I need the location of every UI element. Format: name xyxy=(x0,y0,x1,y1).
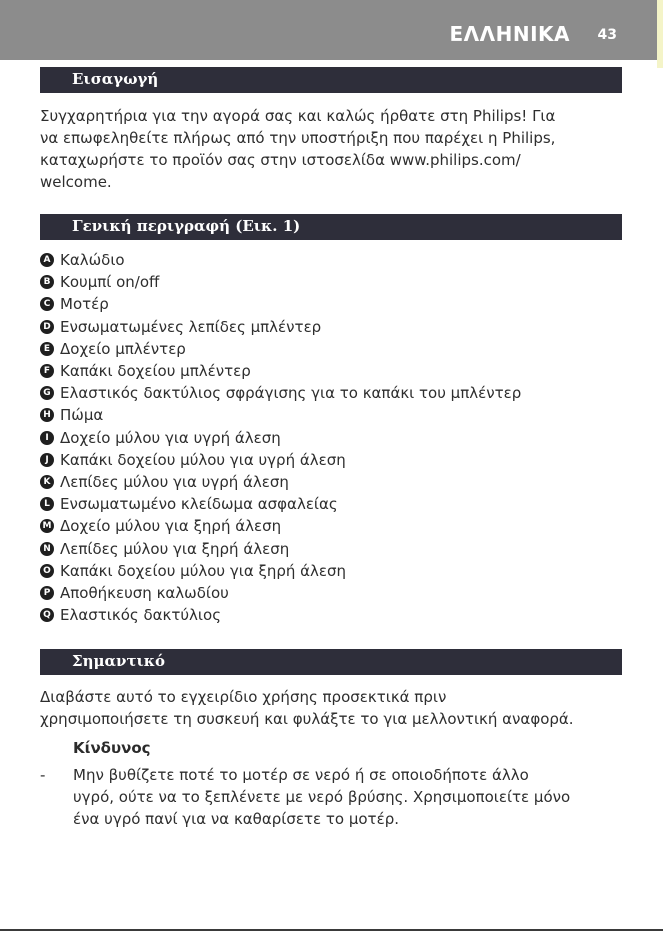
letter-badge: J xyxy=(40,453,54,467)
list-item xyxy=(40,271,521,293)
list-item xyxy=(40,604,521,626)
part-name: Πώμα xyxy=(60,406,104,425)
part-name: Δοχείο μύλου για ξηρή άλεση xyxy=(60,517,282,536)
page-number: 43 xyxy=(597,27,617,43)
part-name: Μοτέρ xyxy=(60,295,109,314)
part-name: Ελαστικός δακτύλιος xyxy=(60,606,221,625)
part-name: Αποθήκευση καλωδίου xyxy=(60,583,229,602)
letter-badge: H xyxy=(40,408,54,422)
list-item xyxy=(40,449,521,471)
list-item xyxy=(40,427,521,449)
letter-badge: E xyxy=(40,342,54,356)
letter-badge: F xyxy=(40,364,54,378)
letter-badge: P xyxy=(40,586,54,600)
list-item xyxy=(40,360,521,382)
page-header xyxy=(0,0,657,60)
letter-badge: L xyxy=(40,497,54,511)
parts-list xyxy=(40,249,521,626)
text-line: χρησιμοποιήσετε τη συσκευή και φυλάξτε το για μελλοντική αναφορά. xyxy=(40,710,574,728)
part-name: Δοχείο μύλου για υγρή άλεση xyxy=(60,428,281,447)
part-name: Λεπίδες μύλου για υγρή άλεση xyxy=(60,472,289,491)
intro-paragraph xyxy=(40,105,640,193)
important-paragraph xyxy=(40,686,660,730)
part-name: Ενσωματωμένο κλείδωμα ασφαλείας xyxy=(60,495,338,514)
part-name: Καπάκι δοχείου μύλου για ξηρή άλεση xyxy=(60,561,347,580)
section-title-general: Γενική περιγραφή (Εικ. 1) xyxy=(72,217,301,235)
part-name: Καπάκι δοχείου μύλου για υγρή άλεση xyxy=(60,450,346,469)
list-item xyxy=(40,249,521,271)
letter-badge: M xyxy=(40,519,54,533)
text-line: Διαβάστε αυτό το εγχειρίδιο χρήσης προσεκτικά πριν xyxy=(40,688,447,706)
part-name: Καπάκι δοχείου μπλέντερ xyxy=(60,362,251,381)
text-line: ένα υγρό πανί για να καθαρίσετε το μοτέρ. xyxy=(73,810,399,828)
list-item xyxy=(40,338,521,360)
list-item xyxy=(40,404,521,426)
text-line: welcome. xyxy=(40,173,112,191)
list-item xyxy=(40,382,521,404)
section-heading-general xyxy=(40,214,622,240)
letter-badge: G xyxy=(40,386,54,400)
part-name: Ενσωματωμένες λεπίδες μπλέντερ xyxy=(60,317,322,336)
text-line: Μην βυθίζετε ποτέ το μοτέρ σε νερό ή σε οποιοδήποτε άλλο xyxy=(73,766,529,784)
bottom-rule xyxy=(0,929,663,931)
letter-badge: N xyxy=(40,542,54,556)
list-item xyxy=(40,316,521,338)
letter-badge: O xyxy=(40,564,54,578)
letter-badge: D xyxy=(40,320,54,334)
section-title-intro: Εισαγωγή xyxy=(72,70,159,88)
letter-badge: B xyxy=(40,275,54,289)
part-name: Ελαστικός δακτύλιος σφράγισης για το καπάκι του μπλέντερ xyxy=(60,384,522,403)
text-line: να επωφεληθείτε πλήρως από την υποστήριξη που παρέχει η Philips, xyxy=(40,129,556,147)
list-item xyxy=(40,537,521,559)
text-line: Συγχαρητήρια για την αγορά σας και καλώς ήρθατε στη Philips! Για xyxy=(40,107,556,125)
letter-badge: I xyxy=(40,431,54,445)
section-heading-intro xyxy=(40,67,622,93)
letter-badge: C xyxy=(40,297,54,311)
danger-heading: Κίνδυνος xyxy=(73,739,151,757)
part-name: Δοχείο μπλέντερ xyxy=(60,339,186,358)
list-item xyxy=(40,293,521,315)
text-line: καταχωρήστε το προϊόν σας στην ιστοσελίδα www.philips.com/ xyxy=(40,151,521,169)
part-name: Καλώδιο xyxy=(60,251,125,270)
danger-paragraph xyxy=(73,764,633,830)
section-heading-important xyxy=(40,649,622,675)
list-item xyxy=(40,493,521,515)
letter-badge: A xyxy=(40,253,54,267)
list-item xyxy=(40,515,521,537)
part-name: Λεπίδες μύλου για ξηρή άλεση xyxy=(60,539,290,558)
part-name: Κουμπί on/off xyxy=(60,273,160,292)
section-title-important: Σημαντικό xyxy=(72,652,166,670)
list-item xyxy=(40,471,521,493)
text-line: υγρό, ούτε να το ξεπλένετε με νερό βρύσης. Χρησιμοποιείτε μόνο xyxy=(73,788,571,806)
bullet-dash: - xyxy=(40,766,46,784)
language-label: ΕΛΛΗΝΙΚΑ xyxy=(449,22,570,46)
list-item xyxy=(40,582,521,604)
list-item xyxy=(40,560,521,582)
page-edge xyxy=(657,0,663,68)
letter-badge: Q xyxy=(40,608,54,622)
letter-badge: K xyxy=(40,475,54,489)
